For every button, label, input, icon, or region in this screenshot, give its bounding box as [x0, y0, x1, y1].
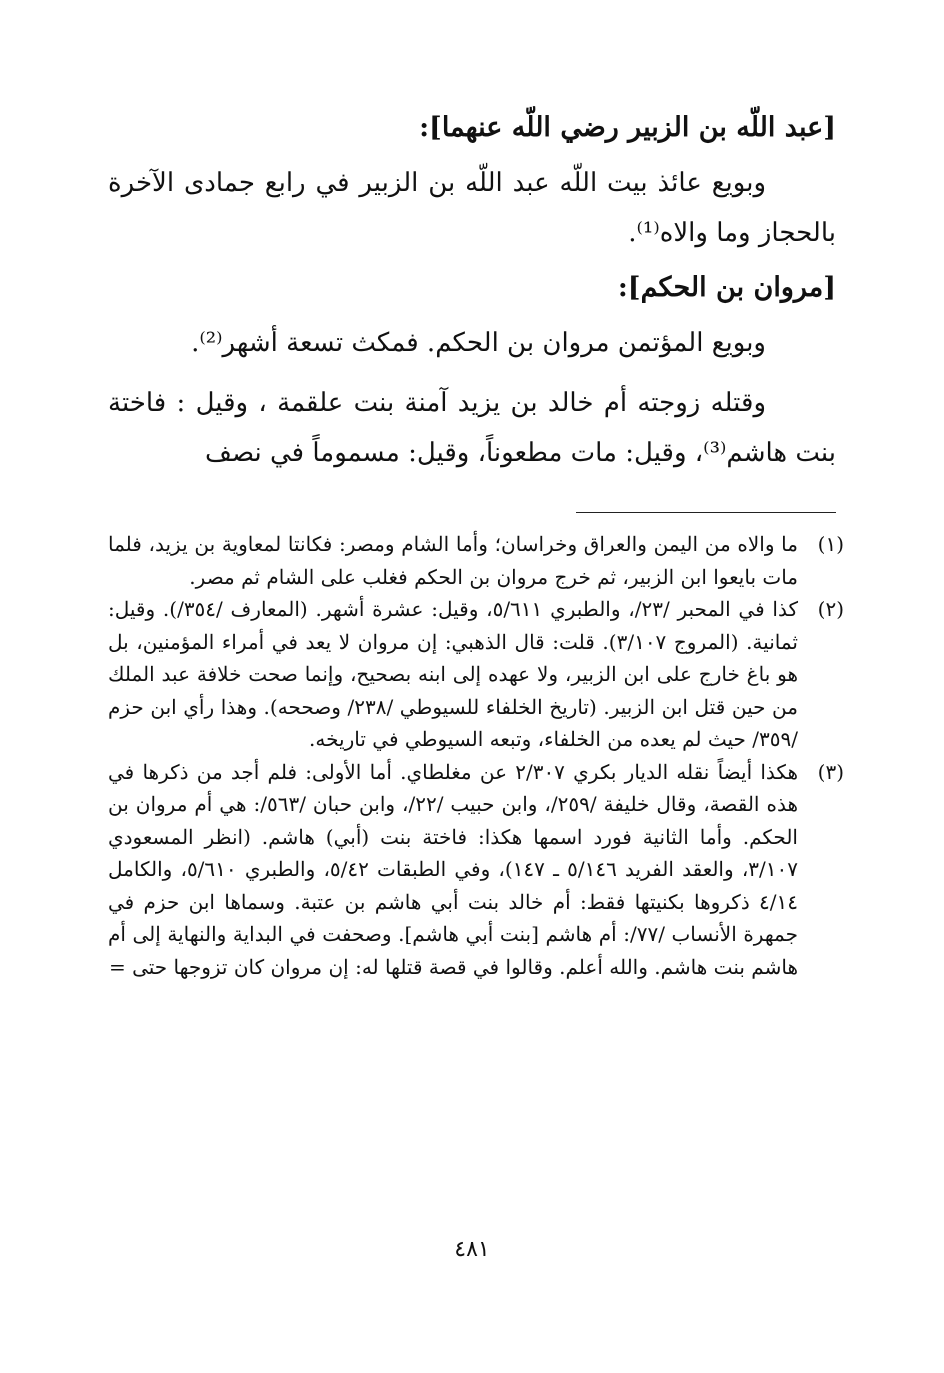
paragraph-marwan-reign: وبويع المؤتمن مروان بن الحكم. فمكث تسعة أشهر⁽²⁾.: [191, 328, 766, 358]
footnote-number: (٢): [817, 597, 844, 621]
section-heading-marwan: [مروان بن الحكم]:: [617, 272, 836, 303]
footnote-separator: [576, 512, 836, 513]
paragraph-marwan-death: وقتله زوجته أم خالد بن يزيد آمنة بنت علقمة ، وقيل : فاختة بنت هاشم⁽³⁾، وقيل: مات مطعوناً، وقيل: مسموماً في نصف: [108, 388, 836, 468]
footnote-3: [108, 756, 844, 984]
footnote-text: كذا في المحبر /٢٣/، والطبري ٥/٦١١، وقيل: عشرة أشهر. (المعارف /٣٥٤/). وقيل: ثمانية. (المروج ٣/١٠٧). قلت: قال الذهبي: إن مروان لا يعد في أمراء المؤمنين، بل هو باغ خارج على ابن الزبير، ولا عهده إلى ابنه بصحيح، وإنما صحت خلافة عبد الملك من حين قتل ابن الزبير. (تاريخ الخلفاء للسيوطي /٢٣٨/ وصححه). وهذا رأي ابن حزم /٣٥٩/ حيث لم يعده من الخلفاء، وتبعه السيوطي في تاريخه.: [108, 597, 798, 751]
main-text: [108, 108, 836, 488]
paragraph-ibn-al-zubayr: وبويع عائذ بيت اللّه عبد اللّه بن الزبير في رابع جمادى الآخرة بالحجاز وما والاه⁽¹⁾.: [108, 168, 836, 248]
footnote-text: ما والاه من اليمن والعراق وخراسان؛ وأما الشام ومصر: فكانتا لمعاوية بن يزيد، فلما مات بايعوا ابن الزبير، ثم خرج مروان بن الحكم فغلب على الشام ثم مصر.: [108, 532, 798, 589]
footnote-1: [108, 528, 844, 593]
footnote-2: [108, 593, 844, 756]
section-heading-ibn-al-zubayr: [عبد اللّه بن الزبير رضي اللّه عنهما]:: [419, 112, 836, 143]
footnote-number: (٣): [817, 759, 844, 784]
footnote-text: هكذا أيضاً نقله الديار بكري ٢/٣٠٧ عن مغلطاي. أما الأولى: فلم أجد من ذكرها في هذه القصة، وقال خليفة /٢٥٩/، وابن حبيب /٢٢/، وابن حبان /٥٦٣/: هي أم مروان بن الحكم. وأما الثانية فورد اسمها هكذا: فاختة بنت (أبي) هاشم. (انظر المسعودي ٣/١٠٧، والعقد الفريد ٥/١٤٦ ـ ١٤٧)، وفي الطبقات ٥/٤٢، والطبري ٥/٦١٠، والكامل ٤/١٤ ذكروها بكنيتها فقط: أم خالد بنت أبي هاشم بن عتبة. وسماها ابن حزم في جمهرة الأنساب /٧٧/: أم هاشم [بنت أبي هاشم]. وصحفت في البداية والنهاية إلى أم هاشم بنت هاشم. والله أعلم. وقالوا في قصة قتلها له: إن مروان كان تزوجها حتى =: [108, 759, 798, 979]
footnote-number: (١): [817, 532, 844, 556]
page-number: ٤٨١: [454, 1237, 490, 1262]
footnotes: [108, 528, 844, 983]
